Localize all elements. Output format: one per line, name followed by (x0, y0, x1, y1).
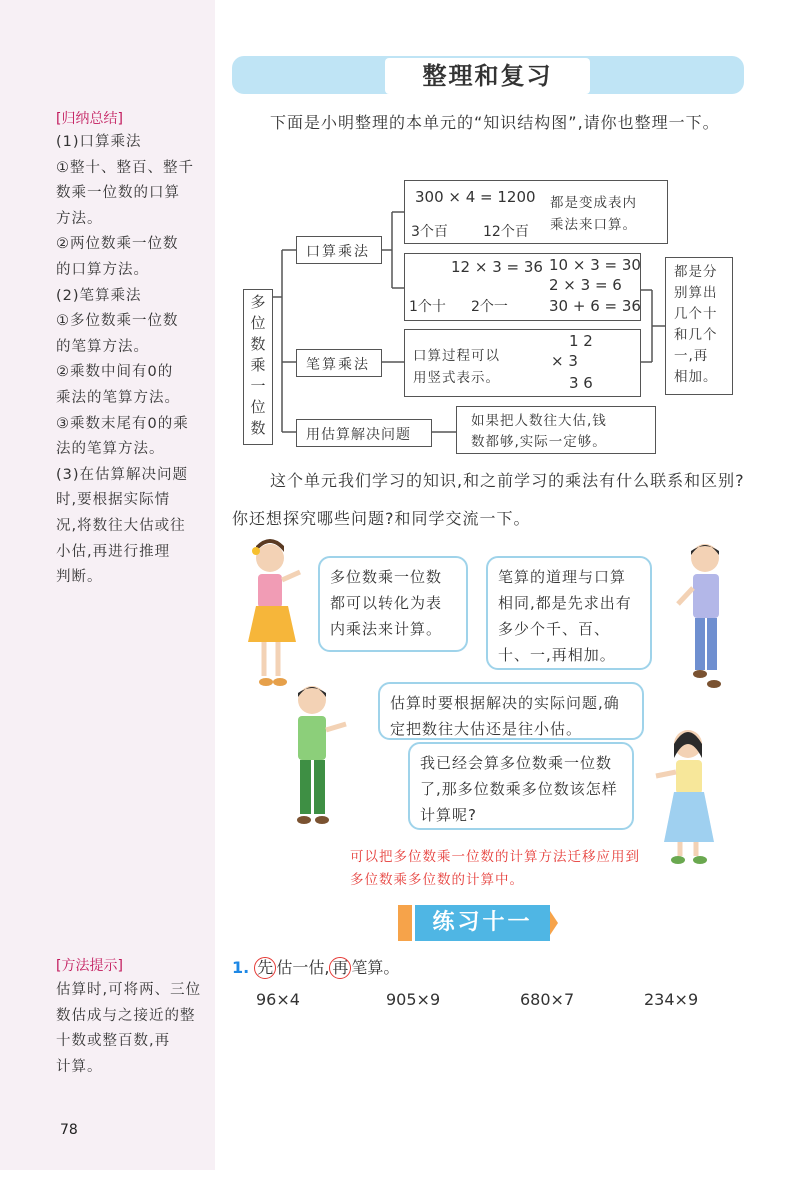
speech-bubble-4: 我已经会算多位数乘一位数了,那多位数乘多位数该怎样计算呢? (408, 742, 634, 830)
summary-line: 数乘一位数的口算 (56, 185, 180, 202)
vertical-top: 1 2 (569, 332, 593, 350)
oral2-equation: 12 × 3 = 36 (451, 258, 543, 276)
speech-bubble-3: 估算时要根据解决的实际问题,确定把数往大估还是往小估。 (378, 682, 644, 740)
girl-figure-2 (656, 730, 714, 864)
side-note-line: 相加。 (674, 369, 718, 385)
oral1-note-2: 乘法来口算。 (550, 217, 637, 233)
page-number: 78 (60, 1122, 78, 1138)
circled-char-then: 再 (329, 957, 351, 979)
oral2-label-a: 1个十 (409, 299, 446, 315)
circled-char-first: 先 (254, 957, 276, 979)
method-line: 十数或整百数,再 (56, 1033, 171, 1050)
root-char: 一 (250, 377, 266, 395)
oral2-row-2: 2 × 3 = 6 (549, 276, 622, 294)
question-1 (232, 955, 399, 979)
summary-line: 方法。 (56, 210, 103, 227)
root-char: 位 (250, 398, 266, 416)
calc-item: 680×7 (520, 990, 575, 1009)
side-note-line: 几个十 (674, 306, 718, 322)
method-line: 估算时,可将两、三位 (56, 982, 202, 998)
branch-oral-label: 口算乘法 (306, 244, 370, 260)
summary-line: 的笔算方法。 (56, 338, 149, 355)
vertical-bot: 3 6 (569, 374, 593, 392)
question-text-2: 笔算。 (351, 958, 400, 977)
discussion-paragraph: 这个单元我们学习的知识,和之前学习的乘法有什么联系和区别?你还想探究哪些问题?和同学交流一下。 (232, 471, 745, 528)
written-note-1: 口算过程可以 (413, 348, 500, 364)
side-note-line: 和几个 (674, 327, 718, 343)
boy-figure-1 (678, 544, 721, 688)
branch-written-label: 笔算乘法 (306, 357, 370, 373)
side-note-line: 一,再 (674, 348, 709, 364)
oral2-row-3: 30 + 6 = 36 (549, 297, 641, 315)
calc-item: 905×9 (386, 990, 441, 1009)
estimate-note-1: 如果把人数往大估,钱 (471, 413, 607, 429)
root-char: 乘 (250, 356, 266, 374)
method-tag: [方法提示] (56, 958, 123, 974)
speech-bubble-1: 多位数乘一位数都可以转化为表内乘法来计算。 (318, 556, 468, 652)
oral1-label-a: 3个百 (411, 224, 448, 240)
branch-estimate-label: 用估算解决问题 (306, 427, 411, 443)
summary-line: ①整十、整百、整千 (56, 159, 194, 176)
speech-bubble-2: 笔算的道理与口算相同,都是先求出有多少个千、百、十、一,再相加。 (486, 556, 652, 670)
summary-line: ②乘数中间有0的 (56, 364, 174, 381)
summary-line: 时,要根据实际情 (56, 492, 171, 509)
exercise-title: 练习十一 (415, 905, 550, 941)
calc-item: 96×4 (256, 990, 300, 1009)
summary-line: ③乘数末尾有0的乘 (56, 415, 189, 432)
side-note-line: 别算出 (674, 285, 718, 301)
vertical-mid: × 3 (551, 352, 578, 370)
root-char: 数 (250, 419, 266, 437)
teacher-note: 可以把多位数乘一位数的计算方法迁移应用到多位数乘多位数的计算中。 (350, 849, 640, 888)
method-line: 数估成与之接近的整 (56, 1007, 196, 1024)
page-title: 整理和复习 (385, 58, 590, 94)
summary-line: 法的笔算方法。 (56, 441, 165, 458)
summary-line: (3)在估算解决问题 (56, 466, 189, 483)
intro-text: 下面是小明整理的本单元的“知识结构图”,请你也整理一下。 (270, 113, 720, 132)
oral1-note-1: 都是变成表内 (550, 195, 637, 211)
calc-item: 234×9 (644, 990, 699, 1009)
summary-line: 乘法的笔算方法。 (56, 389, 180, 406)
summary-tag: [归纳总结] (56, 111, 123, 127)
side-note-line: 都是分 (674, 264, 718, 280)
oral2-row-1: 10 × 3 = 30 (549, 256, 641, 274)
summary-line: 的口算方法。 (56, 261, 149, 278)
question-number: 1. (232, 958, 250, 977)
summary-line: 判断。 (56, 569, 103, 586)
estimate-note-2: 数都够,实际一定够。 (471, 434, 607, 450)
oral1-equation: 300 × 4 = 1200 (415, 188, 536, 206)
root-char: 多 (250, 293, 266, 311)
oral2-label-b: 2个一 (471, 299, 508, 315)
root-char: 数 (250, 335, 266, 353)
girl-figure-1 (248, 539, 300, 686)
summary-line: (2)笔算乘法 (56, 287, 142, 304)
boy-figure-2 (297, 686, 346, 824)
root-char: 位 (250, 314, 266, 332)
summary-line: 小估,再进行推理 (56, 543, 171, 560)
summary-line: ②两位数乘一位数 (56, 236, 179, 253)
oral1-label-b: 12个百 (483, 224, 529, 240)
summary-line: (1)口算乘法 (56, 134, 142, 150)
question-text-1: 估一估, (276, 958, 330, 977)
summary-line: ①多位数乘一位数 (56, 313, 179, 330)
method-line: 计算。 (56, 1058, 103, 1075)
written-note-2: 用竖式表示。 (413, 370, 500, 386)
summary-line: 况,将数往大估或往 (56, 517, 186, 534)
